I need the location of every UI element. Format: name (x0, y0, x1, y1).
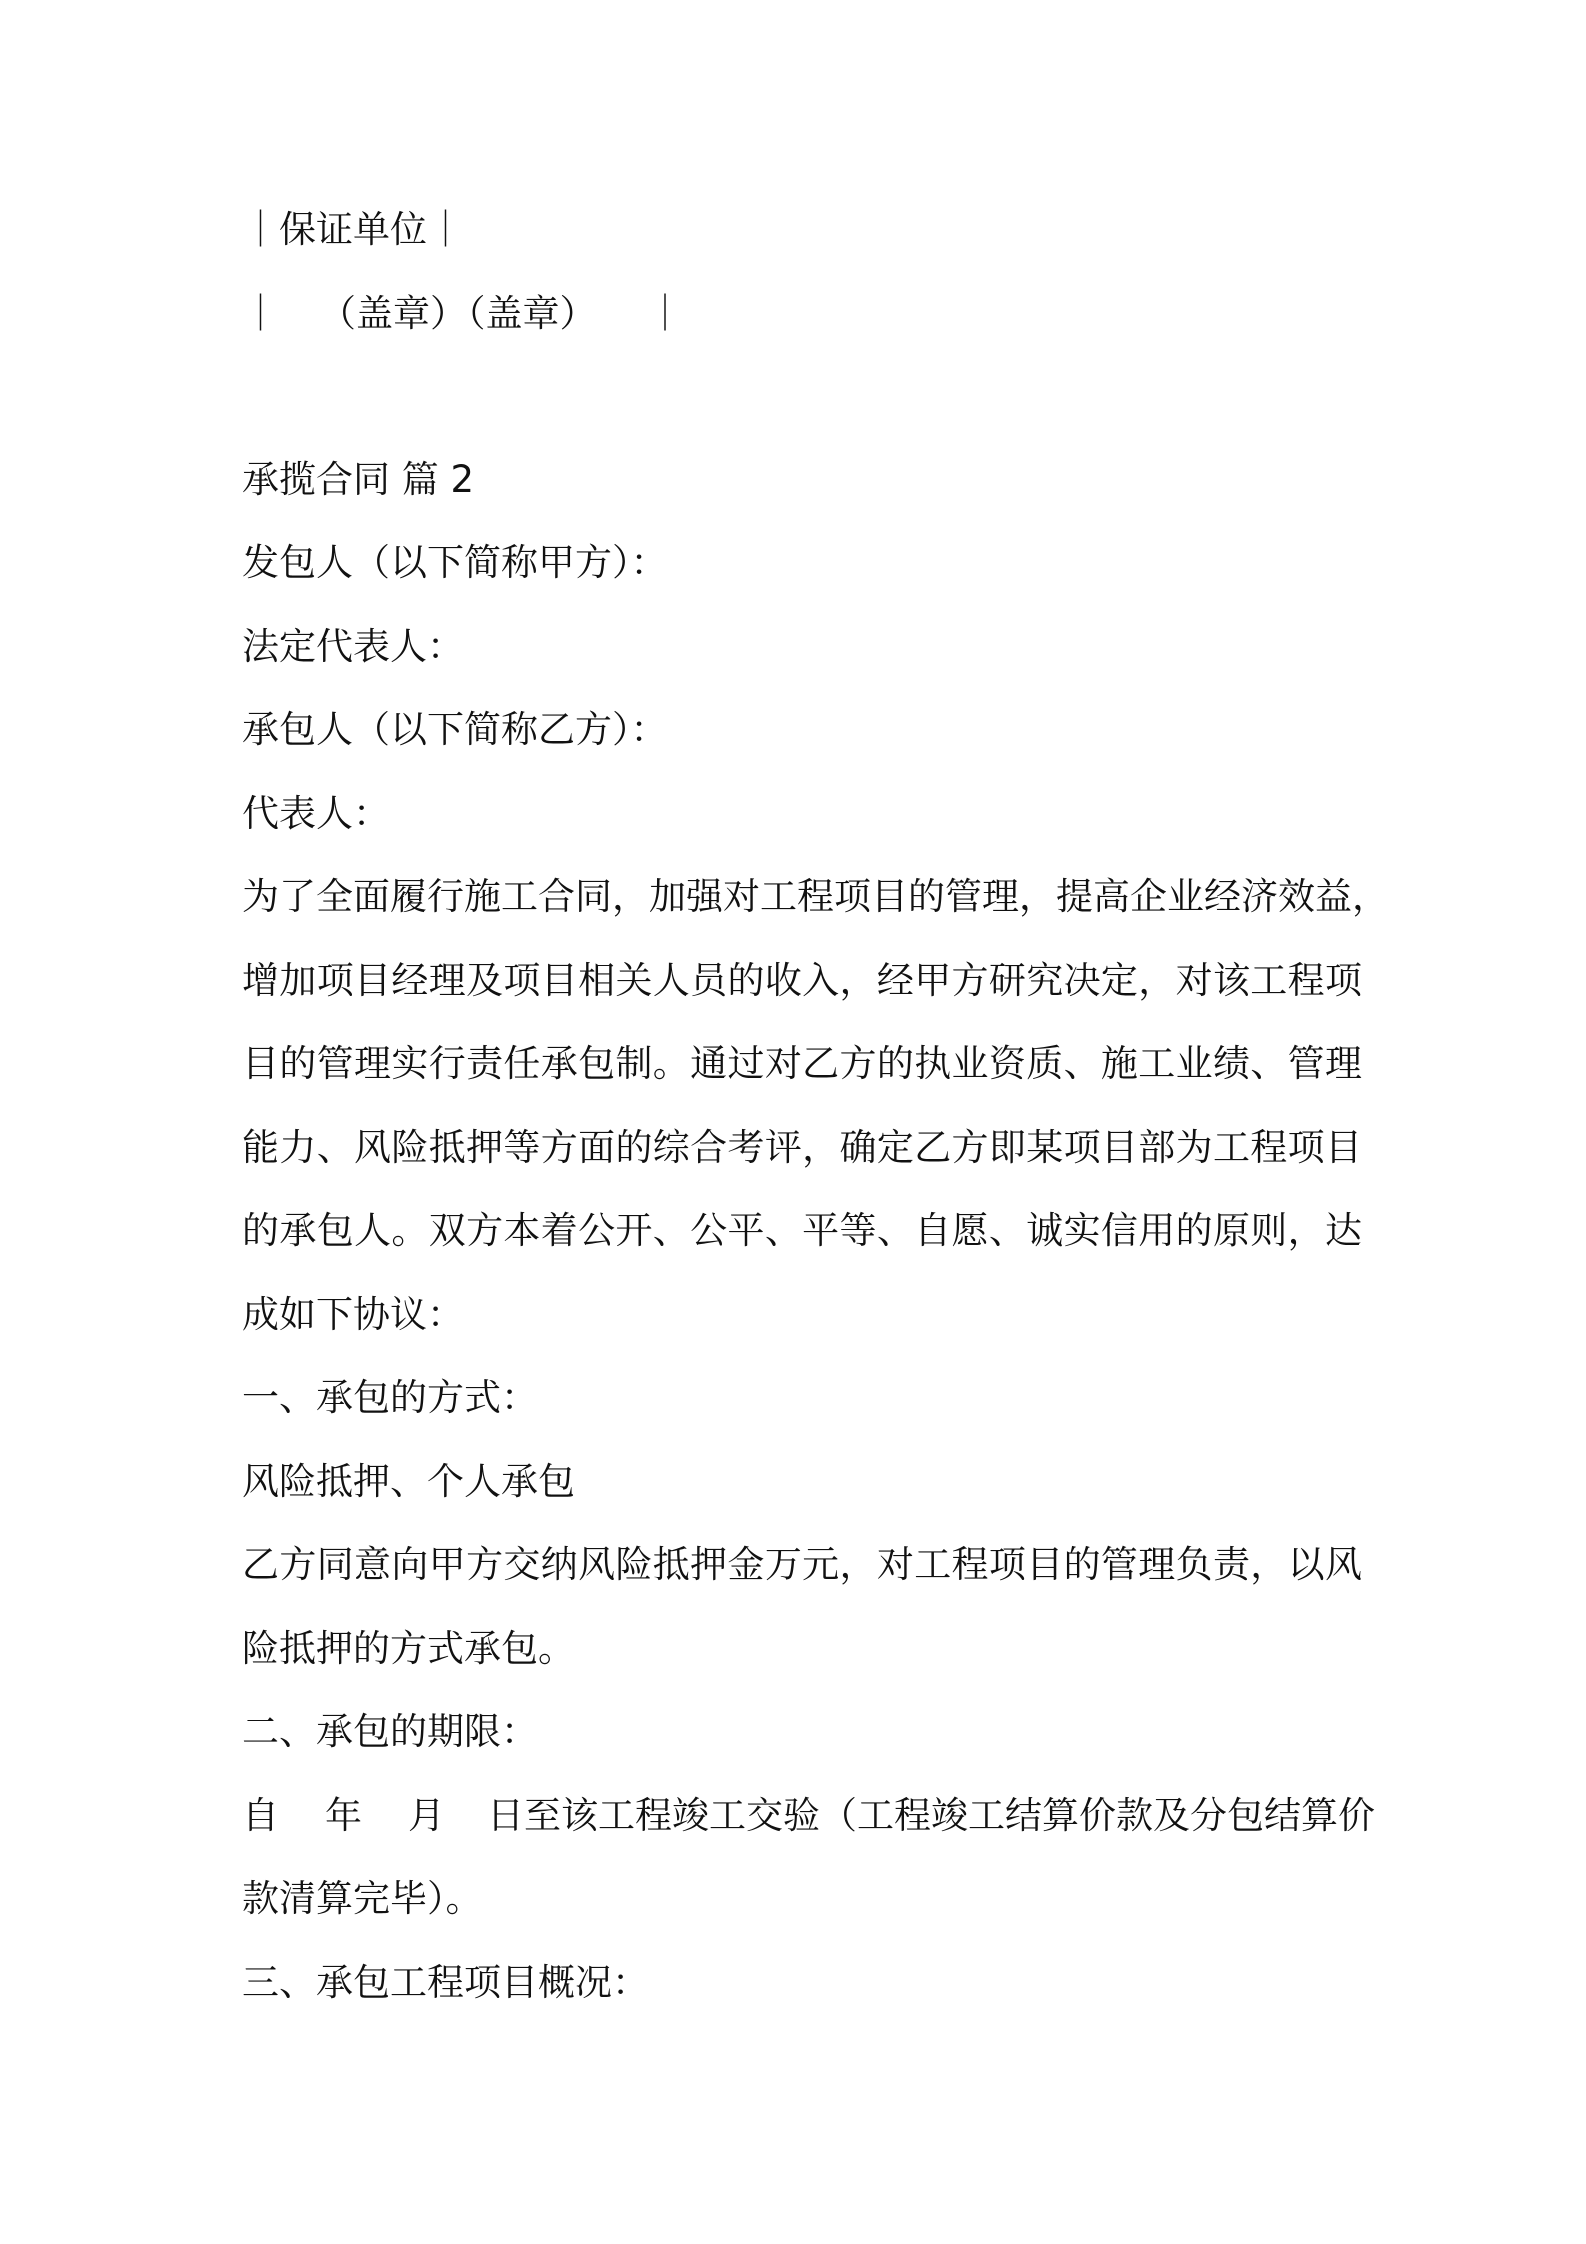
section2-body-line: 款清算完毕）。 (242, 1877, 483, 1920)
date-rest-text: 日至该工程竣工交验（工程竣工结算价款及分包结算价 (487, 1794, 1375, 1837)
preamble-line: 的承包人。双方本着公开、公平、平等、自愿、诚实信用的原则，达 (242, 1209, 1362, 1252)
seal-row-left-border: ｜ (242, 292, 279, 335)
legal-representative-line: 法定代表人： (242, 625, 464, 668)
preamble-line: 成如下协议： (242, 1293, 464, 1336)
section1-heading: 一、承包的方式： (242, 1376, 538, 1419)
date-month-label: 月 (408, 1794, 445, 1837)
section3-heading: 三、承包工程项目概况： (242, 1961, 649, 2004)
section1-body-line: 险抵押的方式承包。 (242, 1627, 575, 1670)
guarantee-unit-row: ｜保证单位｜ (242, 208, 464, 251)
preamble-line: 为了全面履行施工合同，加强对工程项目的管理，提高企业经济效益， (242, 875, 1389, 918)
seal-row (242, 292, 1362, 336)
date-year-label: 年 (325, 1794, 362, 1837)
section2-body-line (242, 1794, 1375, 1838)
section1-method: 风险抵押、个人承包 (242, 1460, 575, 1503)
preamble-line: 能力、风险抵押等方面的综合考评，确定乙方即某项目部为工程项目 (242, 1126, 1362, 1169)
seal-row-right-border: ｜ (646, 292, 684, 335)
preamble-line: 目的管理实行责任承包制。通过对乙方的执业资质、施工业绩、管理 (242, 1042, 1362, 1085)
party-b-line: 承包人（以下简称乙方）： (242, 708, 668, 751)
section2-heading: 二、承包的期限： (242, 1710, 538, 1753)
representative-line: 代表人： (242, 792, 390, 835)
section1-body-line: 乙方同意向甲方交纳风险抵押金万元，对工程项目的管理负责，以风 (242, 1543, 1362, 1586)
contract-title: 承揽合同 篇 2 (242, 458, 475, 501)
party-a-line: 发包人（以下简称甲方）： (242, 541, 668, 584)
date-from-label: 自 (242, 1794, 279, 1837)
seal-placeholders: （盖章）（盖章） (319, 292, 597, 335)
preamble-line: 增加项目经理及项目相关人员的收入，经甲方研究决定，对该工程项 (242, 959, 1362, 1002)
